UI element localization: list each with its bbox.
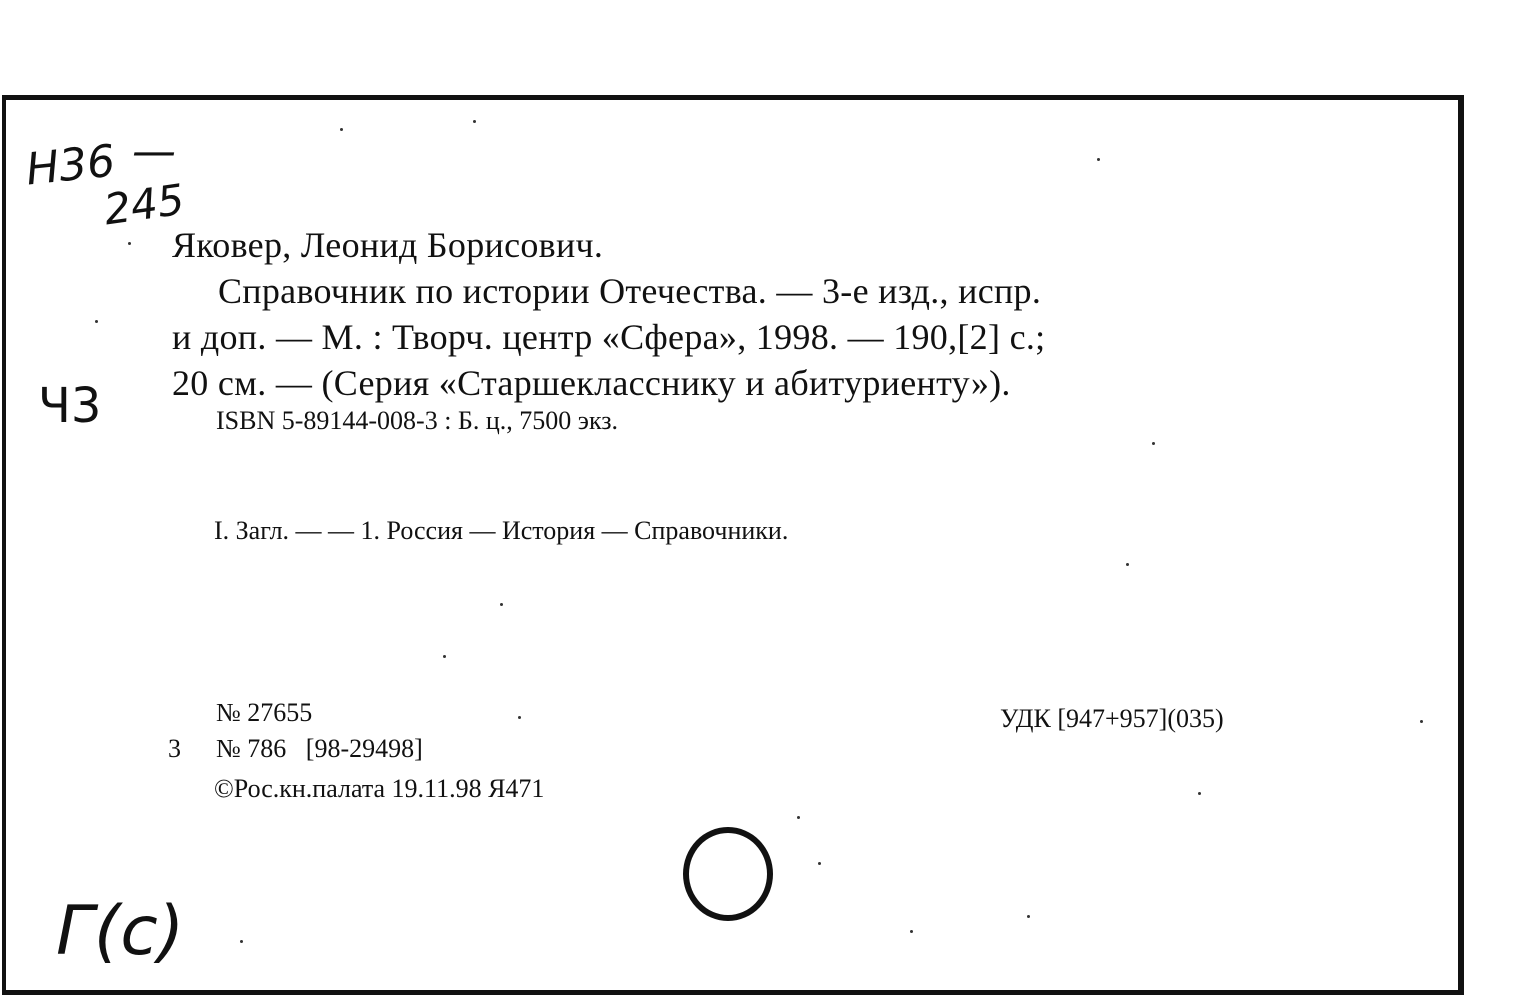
copyright-line: ©Рос.кн.палата 19.11.98 Я471 [214,774,545,803]
registration-number: № 786 [98-29498] [216,734,423,763]
scan-speck [1198,792,1201,795]
scan-speck [240,940,243,943]
scan-speck [797,816,800,819]
scan-speck [518,716,521,719]
title-line-1: Справочник по истории Отечества. — 3-е изд., испр. [218,271,1042,311]
scan-speck [128,242,131,245]
scan-speck [500,603,503,606]
isbn-line: ISBN 5-89144-008-3 : Б. ц., 7500 экз. [216,406,618,435]
card-prefix: 3 [168,734,181,763]
author-heading: Яковер, Леонид Борисович. [172,225,604,265]
scan-speck [1420,720,1423,723]
scan-speck [910,930,913,933]
scan-speck [473,120,476,123]
scan-speck [95,320,98,323]
card-number: № 27655 [216,698,313,727]
title-line-2: и доп. — М. : Творч. центр «Сфера», 1998. — 190,[2] с.; [172,317,1046,357]
shelf-mark-top: Н36 [23,135,118,196]
handwritten-mark-bottom: Г(с) [56,892,185,971]
subject-headings: I. Загл. — — 1. Россия — История — Справочники. [214,516,789,545]
shelf-mark-bottom: 245 [100,174,188,235]
scan-speck [1126,563,1129,566]
scan-speck [1152,442,1155,445]
title-line-3: 20 см. — (Серия «Старшекласснику и абитуриенту»). [172,363,1011,403]
classification-code: Ч3 [38,378,102,434]
scan-speck [443,655,446,658]
punch-hole [683,827,773,921]
scan-speck [1027,915,1030,918]
scan-speck [340,128,343,131]
udk-code: УДК [947+957](035) [1000,704,1224,733]
shelf-mark-dash: — [132,126,176,177]
scan-speck [818,862,821,865]
scan-speck [1097,158,1100,161]
